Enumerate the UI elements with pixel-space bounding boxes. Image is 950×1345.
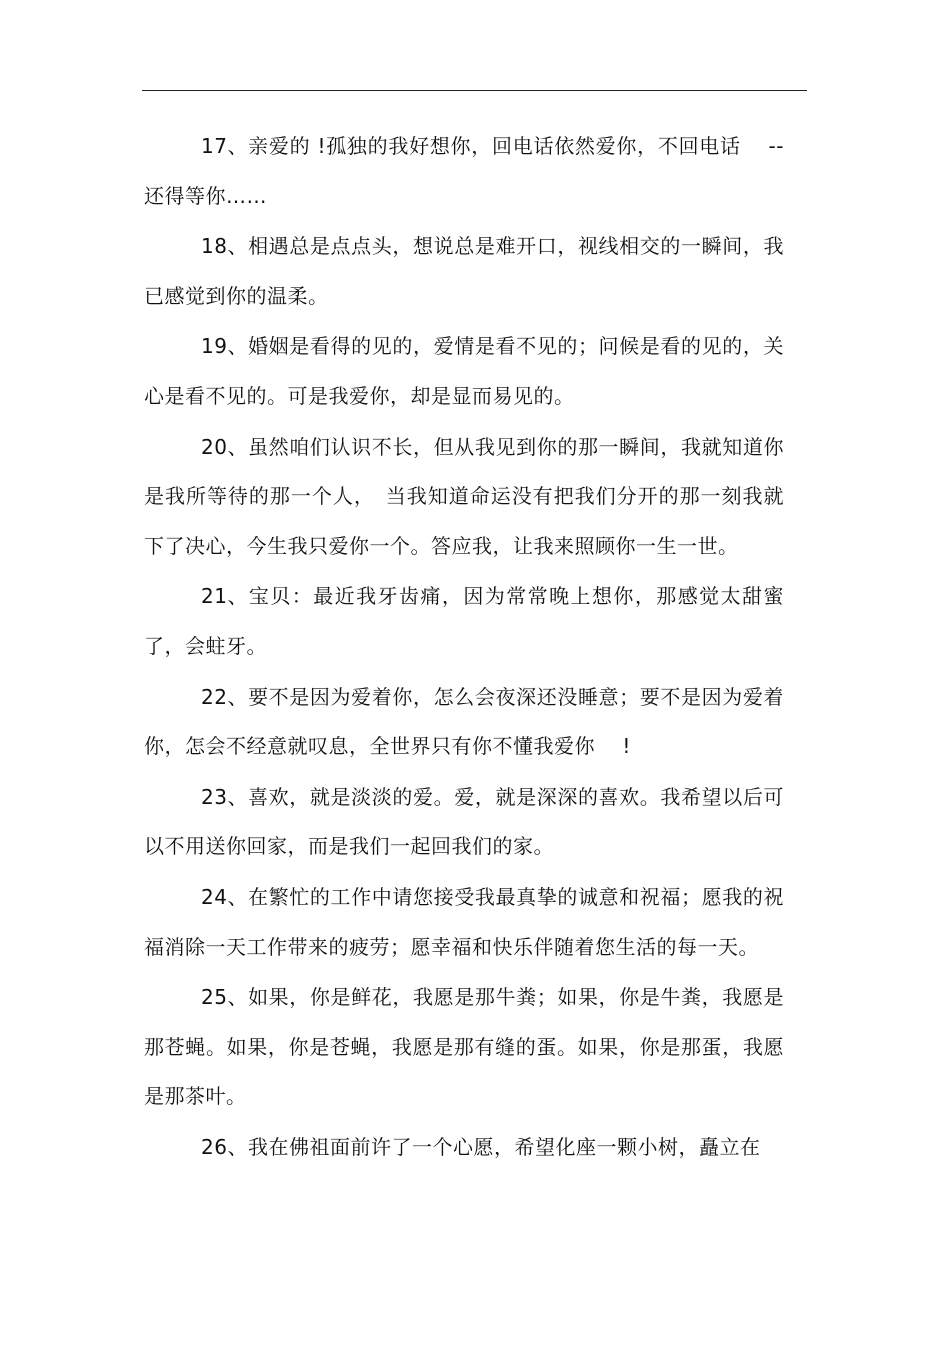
- paragraph-number: 19、: [201, 334, 248, 359]
- paragraph-text: 宝贝：最近我牙齿痛，因为常常晚上想你，那感觉太甜蜜了，会蛀牙。: [144, 584, 784, 658]
- paragraph-18: [144, 222, 784, 321]
- paragraph-text: 在繁忙的工作中请您接受我最真挚的诚意和祝福；愿我的祝福消除一天工作带来的疲劳；愿幸福和快乐伴随着您生活的每一天。: [144, 884, 784, 959]
- paragraph-17: [144, 122, 784, 221]
- paragraph-number: 18、: [201, 234, 248, 259]
- paragraph-number: 21、: [201, 584, 248, 609]
- paragraph-number: 22、: [201, 684, 248, 709]
- paragraph-text: 婚姻是看得的见的，爱情是看不见的；问候是看的见的，关心是看不见的。可是我爱你，却是显而易见的。: [144, 334, 784, 408]
- paragraph-number: 20、: [201, 434, 248, 459]
- paragraph-21: [144, 572, 784, 671]
- paragraph-number: 26、: [201, 1134, 248, 1159]
- paragraph-text: 亲爱的 !孤独的我好想你，回电话依然爱你，不回电话 --还得等你……: [144, 134, 784, 208]
- paragraph-number: 23、: [201, 784, 248, 809]
- paragraph-number: 25、: [201, 985, 248, 1010]
- paragraph-number: 17、: [201, 134, 248, 158]
- paragraph-25: [144, 973, 784, 1122]
- paragraph-number: 24、: [201, 884, 248, 909]
- paragraph-text: 相遇总是点点头，想说总是难开口，视线相交的一瞬间，我已感觉到你的温柔。: [144, 234, 784, 308]
- paragraph-text: 我在佛祖面前许了一个心愿，希望化座一颗小树，矗立在: [247, 1134, 761, 1159]
- paragraph-text: 喜欢，就是淡淡的爱。爱，就是深深的喜欢。我希望以后可以不用送你回家，而是我们一起回我们的家。: [144, 784, 784, 859]
- paragraph-23: [144, 773, 784, 872]
- paragraph-text: 如果，你是鲜花，我愿是那牛粪；如果，你是牛粪，我愿是那苍蝇。如果，你是苍蝇，我愿是那有缝的蛋。如果，你是那蛋，我愿是那茶叶。: [144, 985, 784, 1109]
- header-divider: [142, 90, 807, 91]
- paragraph-text: 虽然咱们认识不长，但从我见到你的那一瞬间，我就知道你是我所等待的那一个人， 当我知道命运没有把我们分开的那一刻我就下了决心，今生我只爱你一个。答应我，让我来照顾你一生一世。: [144, 434, 784, 558]
- paragraph-22: [144, 673, 784, 772]
- document-body: [144, 122, 784, 1173]
- paragraph-20: [144, 423, 784, 572]
- paragraph-19: [144, 322, 784, 421]
- paragraph-26: [144, 1123, 784, 1173]
- paragraph-24: [144, 873, 784, 972]
- paragraph-text: 要不是因为爱着你，怎么会夜深还没睡意；要不是因为爱着你，怎会不经意就叹息，全世界只有你不懂我爱你 !: [144, 684, 784, 759]
